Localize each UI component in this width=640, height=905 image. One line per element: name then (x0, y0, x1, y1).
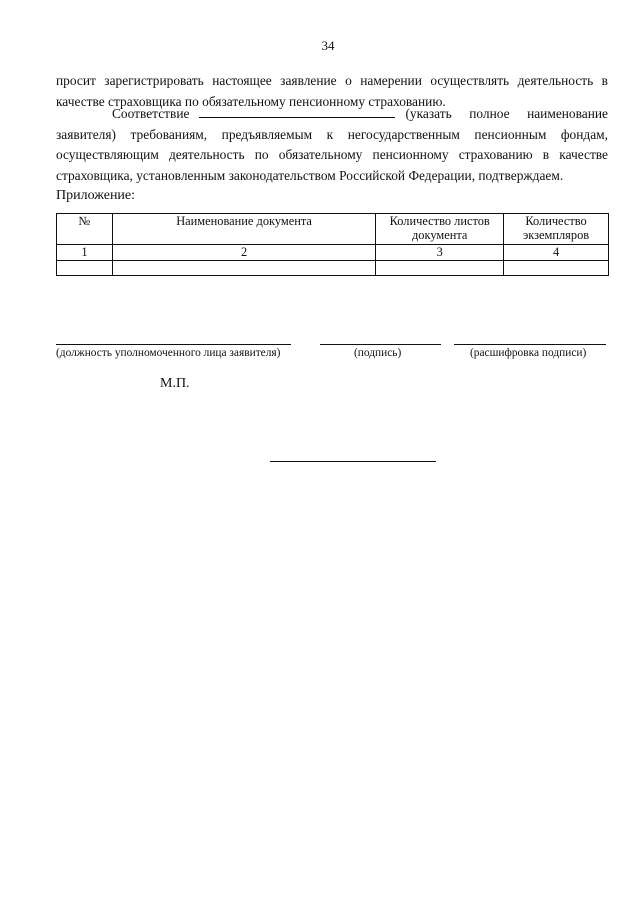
table-cell: 3 (376, 245, 504, 261)
table-header-cell: Наименование документа (112, 214, 375, 245)
stamp-place: М.П. (160, 376, 190, 391)
decoding-label: (расшифровка подписи) (470, 347, 587, 359)
table-cell (376, 261, 504, 276)
table-cell (112, 261, 375, 276)
table-header-cell: № (57, 214, 113, 245)
attachment-table (56, 213, 609, 276)
table-header-row (57, 214, 609, 245)
table-row (57, 245, 609, 261)
signature-label: (подпись) (354, 347, 402, 359)
table-cell: 1 (57, 245, 113, 261)
table-row (57, 261, 609, 276)
table-cell (57, 261, 113, 276)
applicant-name-blank (199, 106, 395, 118)
position-label: (должность уполномоченного лица заявителя) (56, 347, 281, 359)
compliance-rest: (указать полное наименование заявителя) требованиям, предъявляемым к негосударственным пенсионным фондам, осуществляющим деятельность по обязательному пенсионному страхованию в качестве страховщика, установленным законодательством Российской Федерации, подтверждаем. (56, 106, 608, 183)
table-header-cell: Количество экземпляров (504, 214, 609, 245)
end-divider (270, 461, 436, 462)
table-header-cell: Количество листов документа (376, 214, 504, 245)
compliance-start: Соответствие (112, 106, 190, 121)
position-signature-line (56, 344, 291, 345)
attachment-label: Приложение: (56, 188, 136, 203)
paragraph-request: просит зарегистрировать настоящее заявление о намерении осуществлять деятельность в качестве страховщика по обязательному пенсионному страхованию. (56, 73, 608, 109)
decoding-signature-line (454, 344, 606, 345)
signature-line (320, 344, 441, 345)
table-cell: 4 (504, 245, 609, 261)
table-cell: 2 (112, 245, 375, 261)
table-cell (504, 261, 609, 276)
page-number: 34 (321, 38, 335, 53)
paragraph-compliance (56, 104, 608, 186)
